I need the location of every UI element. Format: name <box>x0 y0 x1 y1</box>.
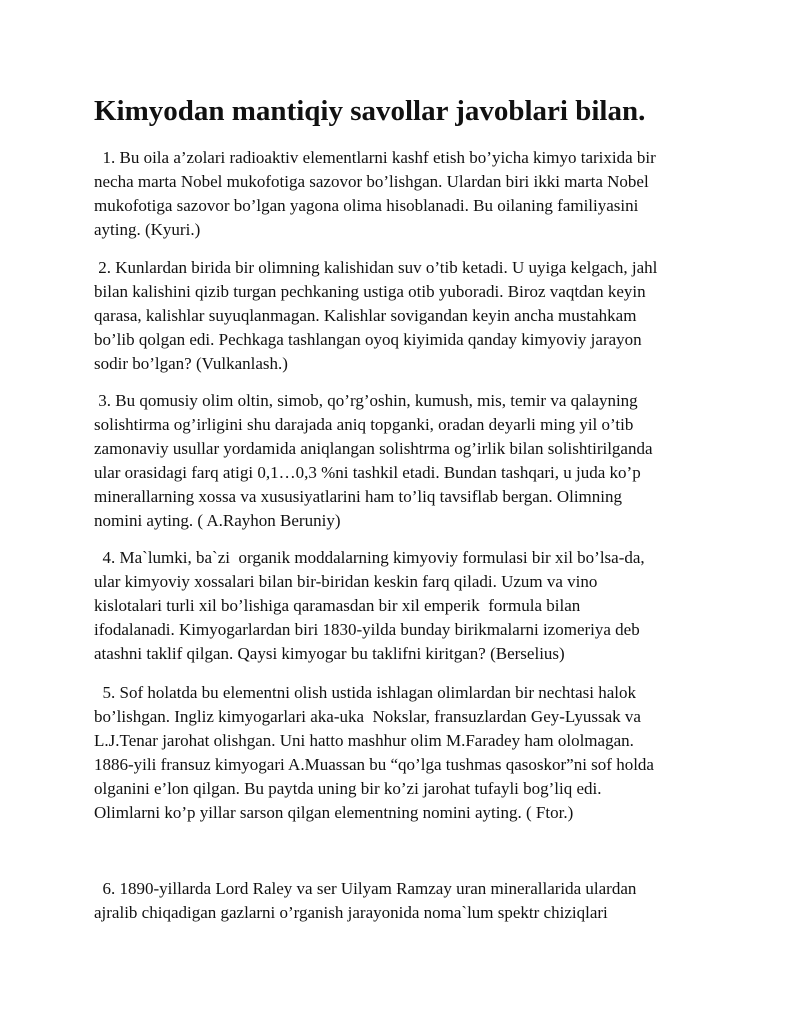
paragraph-line: mukofotiga sazovor bo’lgan yagona olima hisoblanadi. Bu oilaning familiyasini <box>94 196 639 215</box>
paragraph-line: Olimlarni ko’p yillar sarson qilgan elementning nomini ayting. ( Ftor.) <box>94 803 574 822</box>
paragraph-line: 2. Kunlardan birida bir olimning kalishidan suv o’tib ketadi. U uyiga kelgach, jahl <box>94 258 658 277</box>
paragraph-line: ayting. (Kyuri.) <box>94 220 201 239</box>
paragraph-line: ifodalanadi. Kimyogarlardan biri 1830-yilda bunday birikmalarni izomeriya deb <box>94 620 640 639</box>
paragraph-line: nomini ayting. ( A.Rayhon Beruniy) <box>94 511 341 530</box>
question-5-paragraph <box>94 681 706 825</box>
question-1-paragraph <box>94 146 706 242</box>
paragraph-line: 4. Ma`lumki, ba`zi organik moddalarning kimyoviy formulasi bir xil bo’lsa-da, <box>94 548 645 567</box>
question-4-paragraph <box>94 546 706 666</box>
paragraph-line: 1. Bu oila a’zolari radioaktiv elementlarni kashf etish bo’yicha kimyo tarixida bir <box>94 148 656 167</box>
paragraph-line: olganini e’lon qilgan. Bu paytda uning bir ko’zi jarohat tufayli bog’liq edi. <box>94 779 602 798</box>
paragraph-line: bo’lib qolgan edi. Pechkaga tashlangan oyoq kiyimida qanday kimyoviy jarayon <box>94 330 642 349</box>
paragraph-line: necha marta Nobel mukofotiga sazovor bo’lishgan. Ulardan biri ikki marta Nobel <box>94 172 649 191</box>
paragraph-line: qarasa, kalishlar suyuqlanmagan. Kalishlar sovigandan keyin ancha mustahkam <box>94 306 637 325</box>
paragraph-line: solishtirma og’irligini shu darajada aniq topganki, oradan deyarli ming yil o’tib <box>94 415 634 434</box>
paragraph-line: bilan kalishini qizib turgan pechkaning ustiga otib yuboradi. Biroz vaqtdan keyin <box>94 282 646 301</box>
paragraph-line: 3. Bu qomusiy olim oltin, simob, qo’rg’oshin, kumush, mis, temir va qalayning <box>94 391 638 410</box>
paragraph-line: 6. 1890-yillarda Lord Raley va ser Uilyam Ramzay uran minerallarida ulardan <box>94 879 637 898</box>
paragraph-line: 5. Sof holatda bu elementni olish ustida ishlagan olimlardan bir nechtasi halok <box>94 683 636 702</box>
paragraph-line: 1886-yili fransuz kimyogari A.Muassan bu “qo’lga tushmas qasoskor”ni sof holda <box>94 755 654 774</box>
paragraph-line: ajralib chiqadigan gazlarni o’rganish jarayonida noma`lum spektr chiziqlari <box>94 903 608 922</box>
paragraph-line: minerallarning xossa va xususiyatlarini ham to’liq tavsiflab bergan. Olimning <box>94 487 622 506</box>
question-3-paragraph <box>94 389 706 533</box>
paragraph-line: ular orasidagi farq atigi 0,1…0,3 %ni tashkil etadi. Bundan tashqari, u juda ko’p <box>94 463 641 482</box>
paragraph-line: bo’lishgan. Ingliz kimyogarlari aka-uka Nokslar, fransuzlardan Gey-Lyussak va <box>94 707 641 726</box>
paragraph-line: atashni taklif qilgan. Qaysi kimyogar bu taklifni kiritgan? (Berselius) <box>94 644 565 663</box>
question-6-paragraph <box>94 877 706 925</box>
paragraph-line: zamonaviy usullar yordamida aniqlangan solishtrma og’irlik bilan solishtirilganda <box>94 439 653 458</box>
paragraph-line: kislotalari turli xil bo’lishiga qaramasdan bir xil emperik formula bilan <box>94 596 581 615</box>
paragraph-line: ular kimyoviy xossalari bilan bir-biridan keskin farq qiladi. Uzum va vino <box>94 572 598 591</box>
paragraph-line: sodir bo’lgan? (Vulkanlash.) <box>94 354 288 373</box>
document-title: Kimyodan mantiqiy savollar javoblari bilan. <box>94 95 646 127</box>
question-2-paragraph <box>94 256 706 376</box>
paragraph-line: L.J.Tenar jarohat olishgan. Uni hatto mashhur olim M.Faradey ham ololmagan. <box>94 731 634 750</box>
